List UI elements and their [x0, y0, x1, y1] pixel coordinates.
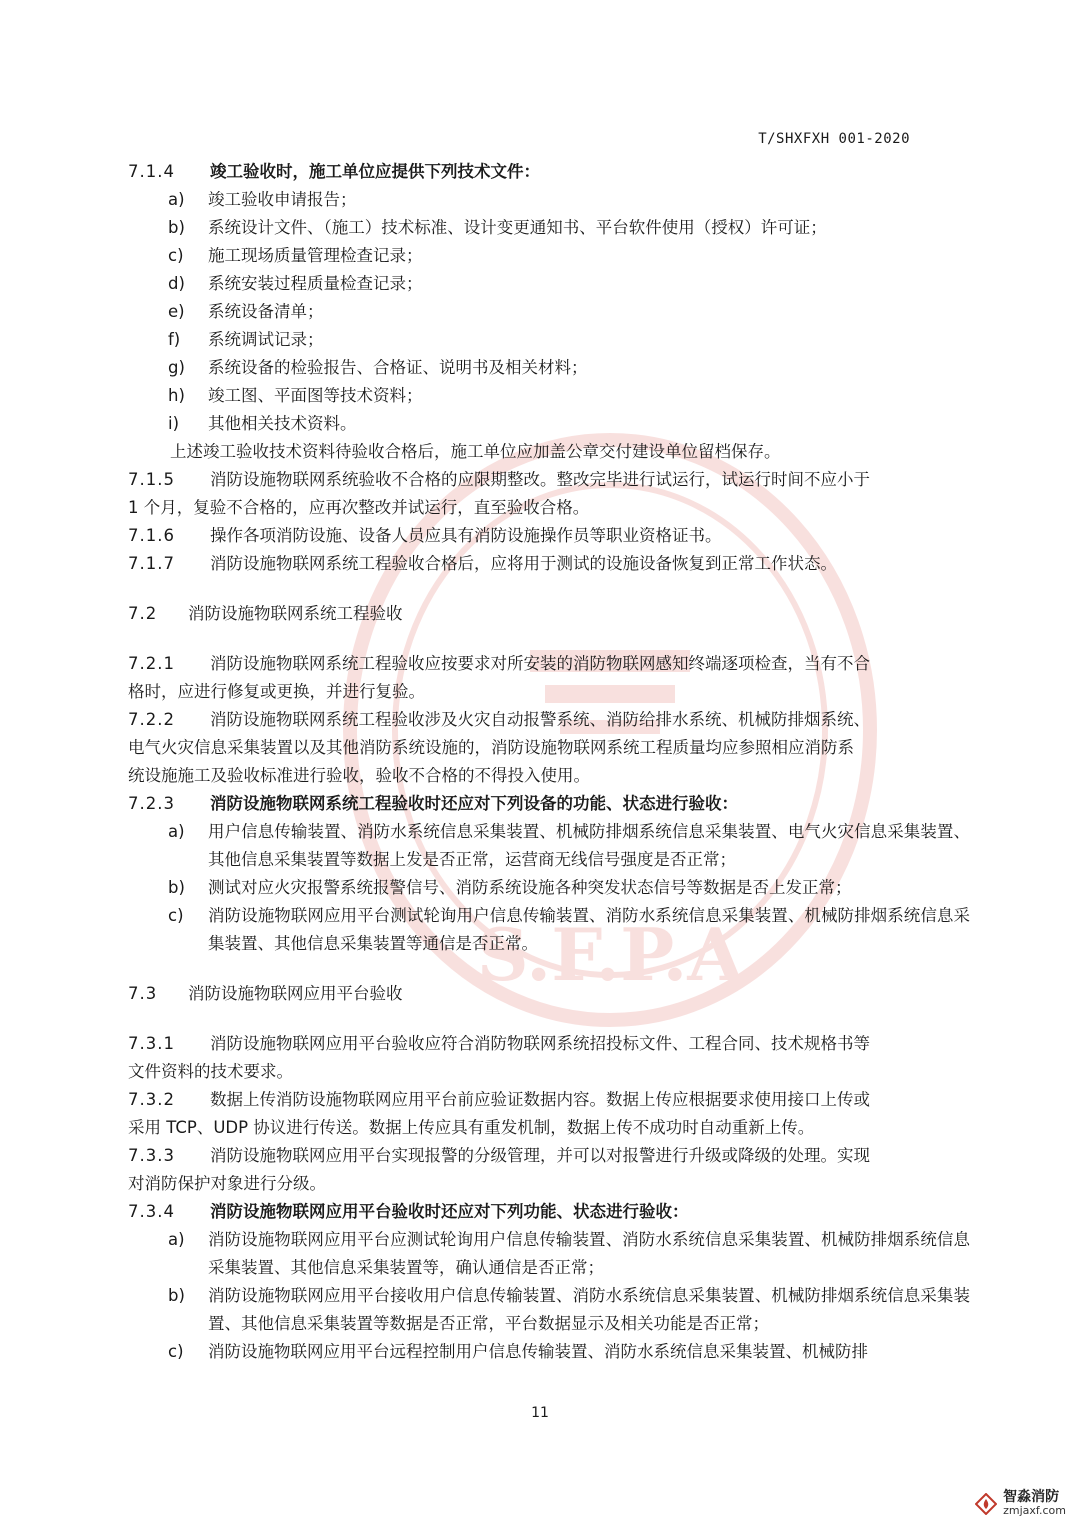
section-title: 消防设施物联网应用平台验收: [188, 984, 403, 1003]
item-letter: a): [168, 822, 185, 841]
item-text: 系统设备清单；: [208, 302, 324, 321]
item-letter: i): [168, 414, 180, 433]
clause-text: 消防设施物联网应用平台实现报警的分级管理，并可以对报警进行升级或降级的处理。实现: [210, 1146, 870, 1165]
list-item: [128, 214, 970, 242]
clause-text-continued: 格时，应进行修复或更换，并进行复验。: [128, 682, 425, 701]
section-heading-7-2: [128, 600, 970, 628]
item-letter: b): [168, 878, 185, 897]
item-text: 消防设施物联网应用平台接收用户信息传输装置、消防水系统信息采集装置、机械防排烟系统信息采集装置、其他信息采集装置等数据是否正常，平台数据显示及相关功能是否正常；: [208, 1286, 970, 1333]
list-item: [128, 186, 970, 214]
item-text: 竣工验收申请报告；: [208, 190, 357, 209]
clause-7-1-6: [128, 522, 970, 550]
clause-number: 7.3.4: [128, 1202, 175, 1221]
clause-7-2-1: [128, 650, 970, 678]
clause-text-continued: 统设施施工及验收标准进行验收，验收不合格的不得投入使用。: [128, 766, 590, 785]
list-item: [128, 818, 970, 874]
clause-number: 7.1.6: [128, 526, 175, 545]
section-heading-7-3: [128, 980, 970, 1008]
clause-title: 消防设施物联网系统工程验收时还应对下列设备的功能、状态进行验收：: [210, 794, 738, 813]
clause-7-3-3: [128, 1142, 970, 1170]
item-text: 施工现场质量管理检查记录；: [208, 246, 423, 265]
clause-text: 消防设施物联网系统验收不合格的应限期整改。整改完毕进行试运行，试运行时间不应小于: [210, 470, 870, 489]
item-text: 系统设计文件、（施工）技术标准、设计变更通知书、平台软件使用（授权）许可证；: [208, 218, 827, 237]
item-letter: e): [168, 302, 185, 321]
clause-number: 7.2.1: [128, 654, 175, 673]
section-number: 7.2: [128, 604, 158, 623]
item-letter: c): [168, 246, 184, 265]
list-item: [128, 298, 970, 326]
item-letter: b): [168, 218, 185, 237]
document-body: [128, 158, 970, 1366]
item-text: 系统安装过程质量检查记录；: [208, 274, 423, 293]
list-item: [128, 270, 970, 298]
item-letter: d): [168, 274, 185, 293]
list-item: [128, 1226, 970, 1282]
section-title: 消防设施物联网系统工程验收: [188, 604, 403, 623]
list-item: [128, 354, 970, 382]
clause-number: 7.3.2: [128, 1090, 175, 1109]
logo-site: zmjaxf.com: [1003, 1504, 1066, 1517]
flame-diamond-icon: [975, 1493, 997, 1515]
clause-text-continued: 对消防保护对象进行分级。: [128, 1174, 326, 1193]
item-text: 系统调试记录；: [208, 330, 324, 349]
item-text: 消防设施物联网应用平台远程控制用户信息传输装置、消防水系统信息采集装置、机械防排: [208, 1342, 868, 1361]
item-letter: c): [168, 1342, 184, 1361]
item-text: 消防设施物联网应用平台测试轮询用户信息传输装置、消防水系统信息采集装置、机械防排烟系统信息采集装置、其他信息采集装置等通信是否正常。: [208, 906, 970, 953]
list-item: [128, 242, 970, 270]
list-item: [128, 382, 970, 410]
seal-text: S.F.P.A: [476, 912, 744, 997]
item-text: 系统设备的检验报告、合格证、说明书及相关材料；: [208, 358, 588, 377]
logo-brand: 智淼消防: [1003, 1489, 1060, 1505]
item-letter: c): [168, 906, 184, 925]
clause-text-continued: 文件资料的技术要求。: [128, 1062, 293, 1081]
clause-7-1-4: [128, 158, 970, 186]
clause-text: 消防设施物联网系统工程验收涉及火灾自动报警系统、消防给排水系统、机械防排烟系统、: [210, 710, 870, 729]
clause-text: 消防设施物联网系统工程验收应按要求对所安装的消防物联网感知终端逐项检查，当有不合: [210, 654, 870, 673]
clause-7-3-1: [128, 1030, 970, 1058]
item-text: 用户信息传输装置、消防水系统信息采集装置、机械防排烟系统信息采集装置、电气火灾信息采集装置、其他信息采集装置等数据上发是否正常，运营商无线信号强度是否正常；: [208, 822, 970, 869]
item-letter: h): [168, 386, 185, 405]
clause-text-continued: 采用 TCP、UDP 协议进行传送。数据上传应具有重发机制，数据上传不成功时自动重新上传。: [128, 1118, 815, 1137]
clause-text-continued: 1 个月，复验不合格的，应再次整改并试运行，直至验收合格。: [128, 498, 590, 517]
clause-title: 竣工验收时，施工单位应提供下列技术文件：: [210, 162, 540, 181]
list-item: [128, 410, 970, 438]
clause-number: 7.3.1: [128, 1034, 175, 1053]
list-item: [128, 1282, 970, 1338]
clause-number: 7.2.3: [128, 794, 175, 813]
item-text: 其他相关技术资料。: [208, 414, 357, 433]
clause-title: 消防设施物联网应用平台验收时还应对下列功能、状态进行验收：: [210, 1202, 689, 1221]
clause-7-2-3: [128, 790, 970, 818]
item-letter: f): [168, 330, 181, 349]
clause-text-continued: 电气火灾信息采集装置以及其他消防系统设施的，消防设施物联网系统工程质量均应参照相应消防系: [128, 738, 854, 757]
clause-note: 上述竣工验收技术资料待验收合格后，施工单位应加盖公章交付建设单位留档保存。: [170, 442, 781, 461]
clause-number: 7.1.4: [128, 162, 175, 181]
item-letter: a): [168, 190, 185, 209]
item-letter: g): [168, 358, 185, 377]
item-letter: b): [168, 1286, 185, 1305]
clause-number: 7.1.7: [128, 554, 175, 573]
clause-number: 7.2.2: [128, 710, 175, 729]
clause-text: 消防设施物联网系统工程验收合格后，应将用于测试的设施设备恢复到正常工作状态。: [210, 554, 837, 573]
clause-number: 7.1.5: [128, 470, 175, 489]
clause-7-3-4: [128, 1198, 970, 1226]
clause-number: 7.3.3: [128, 1146, 175, 1165]
item-text: 测试对应火灾报警系统报警信号、消防系统设施各种突发状态信号等数据是否上发正常；: [208, 878, 852, 897]
clause-7-1-7: [128, 550, 970, 578]
list-item: [128, 326, 970, 354]
item-text: 竣工图、平面图等技术资料；: [208, 386, 423, 405]
list-item: [128, 1338, 970, 1366]
clause-text: 数据上传消防设施物联网应用平台前应验证数据内容。数据上传应根据要求使用接口上传或: [210, 1090, 870, 1109]
site-logo[interactable]: [975, 1490, 1066, 1518]
document-code: T/SHXFXH 001-2020: [758, 131, 910, 147]
clause-7-3-2: [128, 1086, 970, 1114]
clause-text: 操作各项消防设施、设备人员应具有消防设施操作员等职业资格证书。: [210, 526, 722, 545]
item-text: 消防设施物联网应用平台应测试轮询用户信息传输装置、消防水系统信息采集装置、机械防排烟系统信息采集装置、其他信息采集装置等，确认通信是否正常；: [208, 1230, 970, 1277]
page-number: 11: [531, 1405, 549, 1421]
list-item: [128, 902, 970, 958]
clause-text: 消防设施物联网应用平台验收应符合消防物联网系统招投标文件、工程合同、技术规格书等: [210, 1034, 870, 1053]
section-number: 7.3: [128, 984, 158, 1003]
clause-7-2-2: [128, 706, 970, 734]
item-letter: a): [168, 1230, 185, 1249]
list-item: [128, 874, 970, 902]
clause-7-1-5: [128, 466, 970, 494]
